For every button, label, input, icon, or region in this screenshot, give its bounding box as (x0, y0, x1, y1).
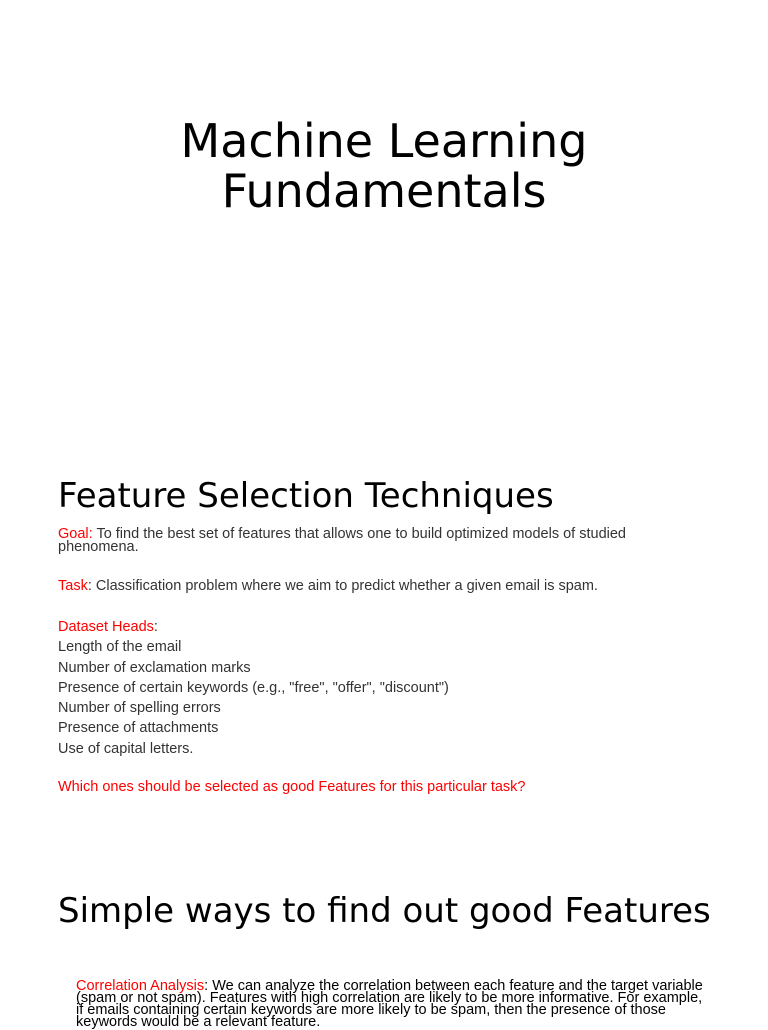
dataset-section (58, 617, 708, 759)
correlation-text: : We can analyze the correlation between each feature and the target variable (spam or not spam). Features with high correlation are likely to be more informative. For example, if emails containing certain keywords are more likely to be spam, then the presence of those keywords would be a relevant feature. (76, 978, 703, 1030)
correlation-paragraph (76, 980, 706, 1028)
list-item: Number of exclamation marks (58, 659, 251, 676)
correlation-label: Correlation Analysis (76, 978, 205, 994)
dataset-colon: : (153, 619, 158, 635)
slide-title-line2: Fundamentals (221, 164, 547, 218)
list-item: Presence of attachments (58, 720, 219, 737)
slide-title (0, 116, 768, 216)
goal-text: To find the best set of features that allows one to build optimized models of studied phenomena. (58, 526, 626, 555)
task-paragraph (58, 578, 708, 595)
task-label: Task (58, 578, 88, 594)
list-item: Use of capital letters. (58, 740, 194, 757)
simple-ways-heading: Simple ways to find out good Features (58, 891, 711, 931)
list-item: Number of spelling errors (58, 700, 221, 717)
dataset-list (58, 637, 708, 759)
goal-label: Goal: (58, 526, 93, 542)
task-text: : Classification problem where we aim to predict whether a given email is spam. (87, 578, 598, 594)
feature-selection-heading: Feature Selection Techniques (58, 476, 554, 516)
list-item: Length of the email (58, 639, 182, 656)
dataset-heading (58, 617, 708, 637)
list-item: Presence of certain keywords (e.g., "free", "offer", "discount") (58, 679, 449, 696)
goal-paragraph (58, 528, 708, 554)
dataset-label: Dataset Heads (58, 619, 154, 635)
slide-title-line1: Machine Learning (180, 114, 588, 168)
question-text: Which ones should be selected as good Features for this particular task? (58, 779, 526, 795)
